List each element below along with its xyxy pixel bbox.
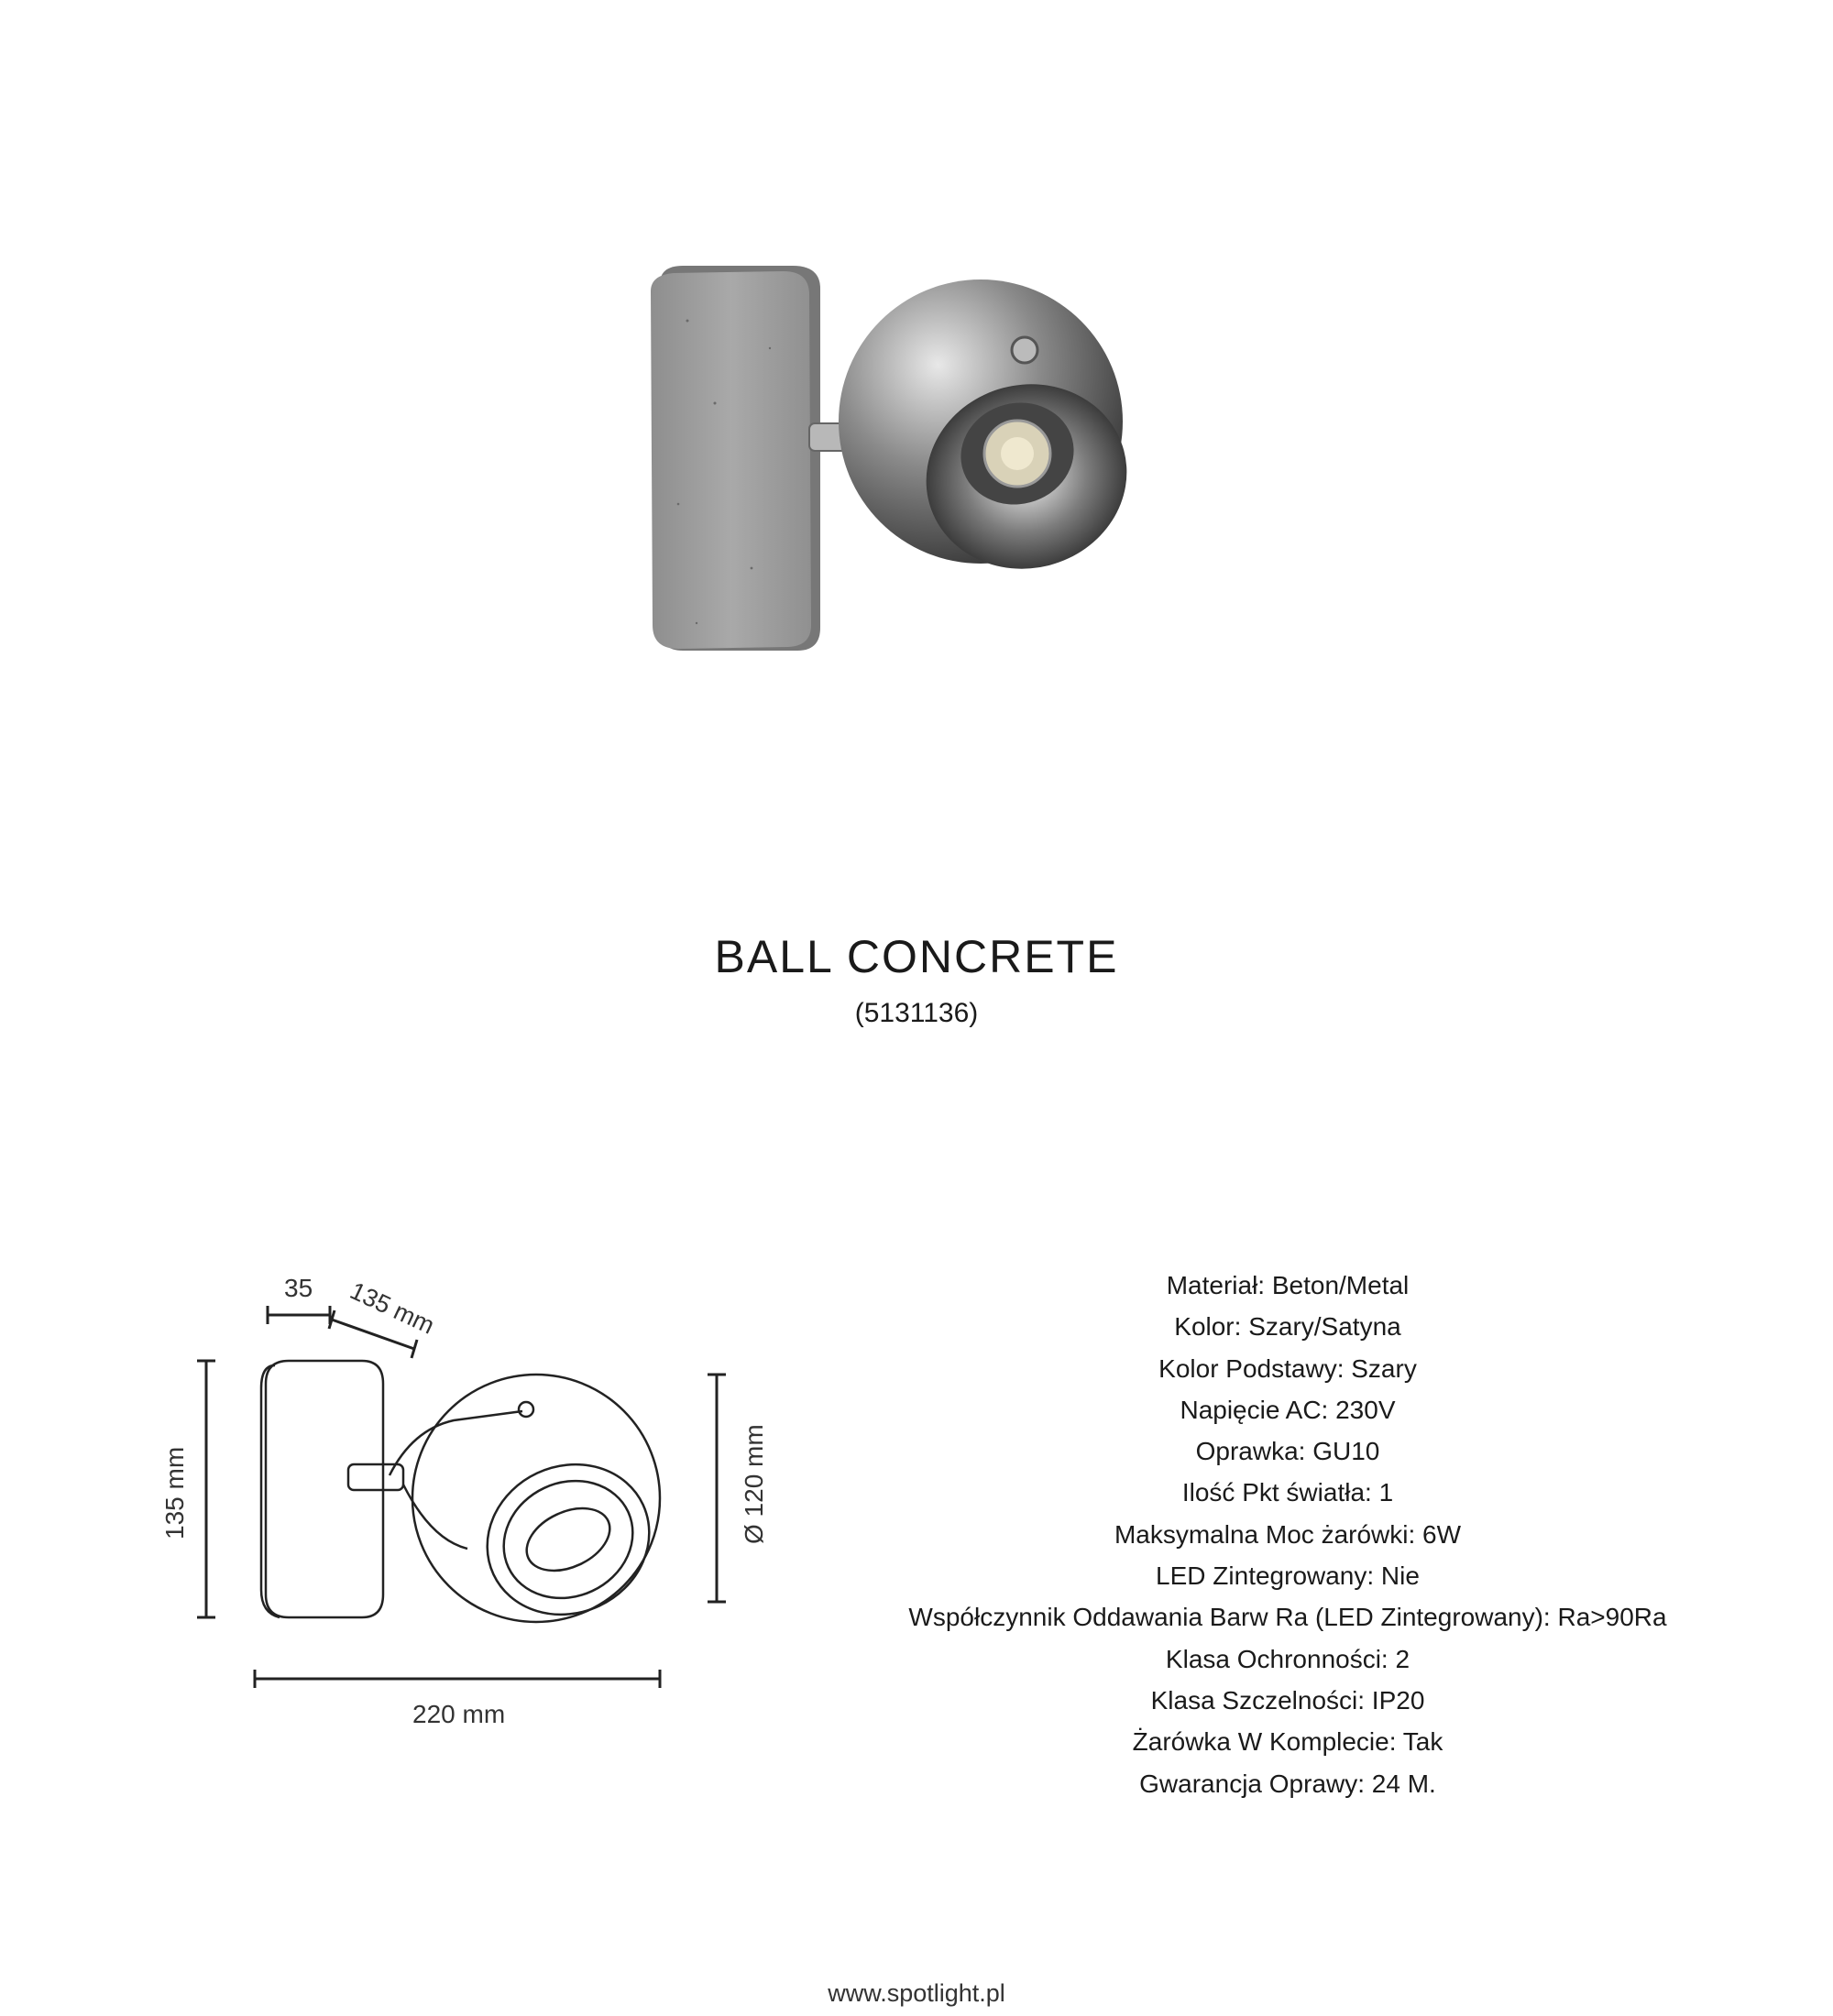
spec-warranty: Gwarancja Oprawy: 24 M. xyxy=(1139,1769,1436,1798)
title-block xyxy=(0,926,1833,1032)
spec-max-power: Maksymalna Moc żarówki: 6W xyxy=(1114,1519,1462,1549)
spec-voltage: Napięcie AC: 230V xyxy=(1180,1395,1396,1424)
spec-cri: Współczynnik Oddawania Barw Ra (LED Zintegrowany): Ra>90Ra xyxy=(908,1603,1667,1632)
spec-socket: Oprawka: GU10 xyxy=(1195,1437,1380,1466)
product-code: (5131136) xyxy=(854,998,979,1028)
dim-diameter: Ø 120 mm xyxy=(740,1424,768,1544)
drawing-arm xyxy=(390,1411,522,1475)
spec-material: Materiał: Beton/Metal xyxy=(1166,1271,1410,1299)
footer-website: www.spotlight.pl xyxy=(828,1979,1005,2007)
spec-protection-class: Klasa Ochronności: 2 xyxy=(1165,1644,1410,1673)
product-name: BALL CONCRETE xyxy=(714,931,1119,982)
drawing-ball xyxy=(412,1375,660,1622)
product-photo xyxy=(642,266,1228,669)
spec-led-integrated: LED Zintegrowany: Nie xyxy=(1156,1561,1420,1591)
dim-depth-base: 35 xyxy=(284,1274,313,1302)
technical-drawing xyxy=(137,1265,779,1778)
spec-list xyxy=(898,1265,1677,1804)
spec-light-points: Ilość Pkt światła: 1 xyxy=(1181,1478,1394,1507)
spec-bulb-included: Żarówka W Komplecie: Tak xyxy=(1132,1727,1443,1757)
concrete-base xyxy=(651,266,820,651)
dim-height: 135 mm xyxy=(160,1446,189,1539)
dim-diag: 135 mm xyxy=(346,1276,439,1340)
drawing-stem xyxy=(348,1464,403,1490)
spec-color: Kolor: Szary/Satyna xyxy=(1174,1312,1401,1342)
drawing-reflector xyxy=(463,1438,675,1640)
spec-base-color: Kolor Podstawy: Szary xyxy=(1158,1353,1417,1383)
dim-width: 220 mm xyxy=(412,1700,506,1728)
spec-ip-rating: Klasa Szczelności: IP20 xyxy=(1150,1685,1425,1715)
